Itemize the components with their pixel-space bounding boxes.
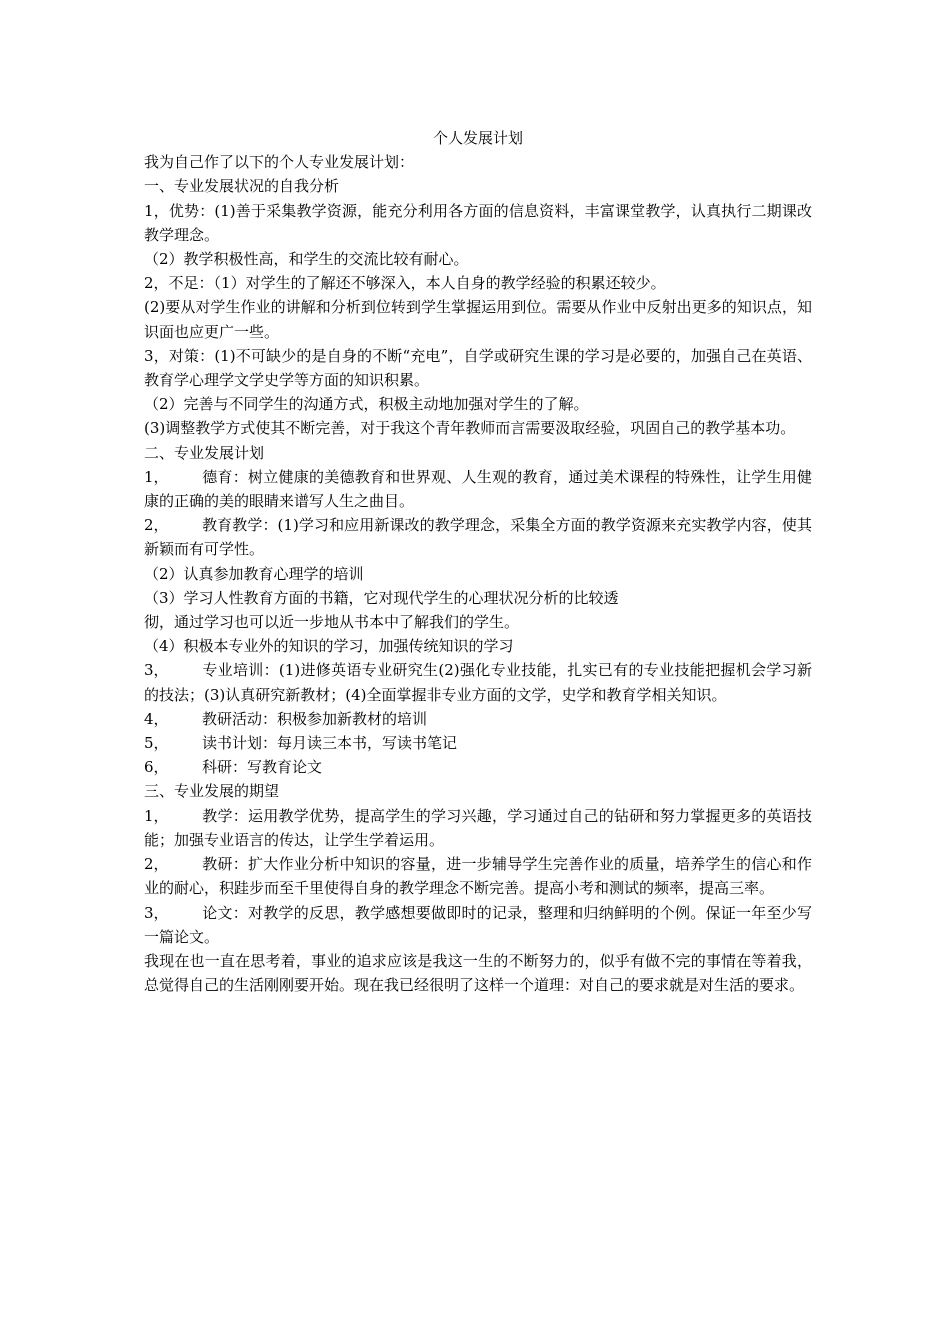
section3-heading: 三、专业发展的期望 — [144, 782, 280, 801]
item-text: 教育教学：(1)学习和应用新课改的教学理念，采集全方面的教学资源来充实教学内容，使其新颖而有可学性。 — [144, 516, 812, 559]
item-number: 2， — [144, 855, 169, 874]
section2-item — [144, 513, 812, 561]
item-number: 1， — [144, 467, 169, 486]
section1-paragraph: 1，优势：(1)善于采集教学资源，能充分利用各方面的信息资料，丰富课堂教学，认真执行二期课改教学理念。 — [144, 201, 812, 244]
section2-item — [144, 658, 812, 706]
section3-item — [144, 901, 812, 949]
item-number: 5， — [144, 734, 169, 753]
section1-paragraph: (2)要从对学生作业的讲解和分析到位转到学生掌握运用到位。需要从作业中反射出更多的知识点，知识面也应更广一些。 — [144, 298, 812, 341]
item-text: 教研：扩大作业分析中知识的容量，进一步辅导学生完善作业的质量，培养学生的信心和作业的耐心，积跬步而至千里使得自身的教学理念不断完善。提高小考和测试的频率，提高三率。 — [144, 855, 812, 898]
closing-paragraph: 我现在也一直在思考着，事业的追求应该是我这一生的不断努力的，似乎有做不完的事情在等着我，总觉得自己的生活刚刚要开始。现在我已经很明了这样一个道理：对自己的要求就是对生活的要求。 — [144, 951, 812, 995]
section1-paragraph: 2，不足：（1）对学生的了解还不够深入，本人自身的教学经验的积累还较少。 — [144, 274, 666, 293]
item-text: 科研：写教育论文 — [202, 758, 323, 777]
item-number: 3， — [144, 903, 169, 922]
section1-paragraph: （2）完善与不同学生的沟通方式，积极主动地加强对学生的了解。 — [144, 395, 589, 414]
section2-heading: 二、专业发展计划 — [144, 443, 265, 462]
section2-paragraph: （4）积极本专业外的知识的学习，加强传统知识的学习 — [144, 637, 514, 656]
item-text: 读书计划：每月读三本书，写读书笔记 — [202, 734, 458, 753]
item-number: 3， — [144, 661, 169, 680]
section1-paragraph: (3)调整教学方式使其不断完善，对于我这个青年教师而言需要汲取经验，巩固自己的教学基本功。 — [144, 419, 796, 438]
section1-heading: 一、专业发展状况的自我分析 — [144, 177, 340, 196]
section2-paragraph: （3）学习人性教育方面的书籍，它对现代学生的心理状况分析的比较透 — [144, 588, 619, 607]
section2-item — [144, 731, 812, 755]
item-text: 教研活动：积极参加新教材的培训 — [202, 709, 428, 728]
section3-item — [144, 804, 812, 852]
item-text: 论文：对教学的反思，教学感想要做即时的记录，整理和归纳鲜明的个例。保证一年至少写一篇论文。 — [144, 903, 812, 946]
item-text: 德育：树立健康的美德教育和世界观、人生观的教育，通过美术课程的特殊性，让学生用健康的正确的美的眼睛来谱写人生之曲目。 — [144, 467, 812, 511]
section3-item — [144, 852, 812, 900]
section2-item — [144, 707, 812, 731]
document-title: 个人发展计划 — [432, 129, 523, 147]
section2-paragraph: 彻，通过学习也可以近一步地从书本中了解我们的学生。 — [144, 613, 520, 632]
item-number: 2， — [144, 516, 169, 535]
item-number: 1， — [144, 806, 169, 825]
document-page — [144, 126, 812, 997]
section2-item — [144, 465, 812, 513]
item-number: 6， — [144, 758, 169, 777]
item-text: 教学：运用教学优势，提高学生的学习兴趣，学习通过自己的钻研和努力掌握更多的英语技能；加强专业语言的传达，让学生学着运用。 — [144, 806, 812, 849]
intro-paragraph: 我为自己作了以下的个人专业发展计划： — [144, 153, 415, 172]
item-number: 4， — [144, 709, 169, 728]
section1-paragraph: （2）教学积极性高，和学生的交流比较有耐心。 — [144, 250, 469, 269]
section1-paragraph: 3，对策：(1)不可缺少的是自身的不断“充电”，自学或研究生课的学习是必要的，加强自己在英语、教育学心理学文学史学等方面的知识积累。 — [144, 346, 812, 390]
section2-paragraph: （2）认真参加教育心理学的培训 — [144, 564, 364, 583]
item-text: 专业培训：(1)进修英语专业研究生(2)强化专业技能，扎实已有的专业技能把握机会学习新的技法；(3)认真研究新教材；(4)全面掌握非专业方面的文学，史学和教育学相关知识。 — [144, 661, 812, 704]
section2-item — [144, 755, 812, 779]
